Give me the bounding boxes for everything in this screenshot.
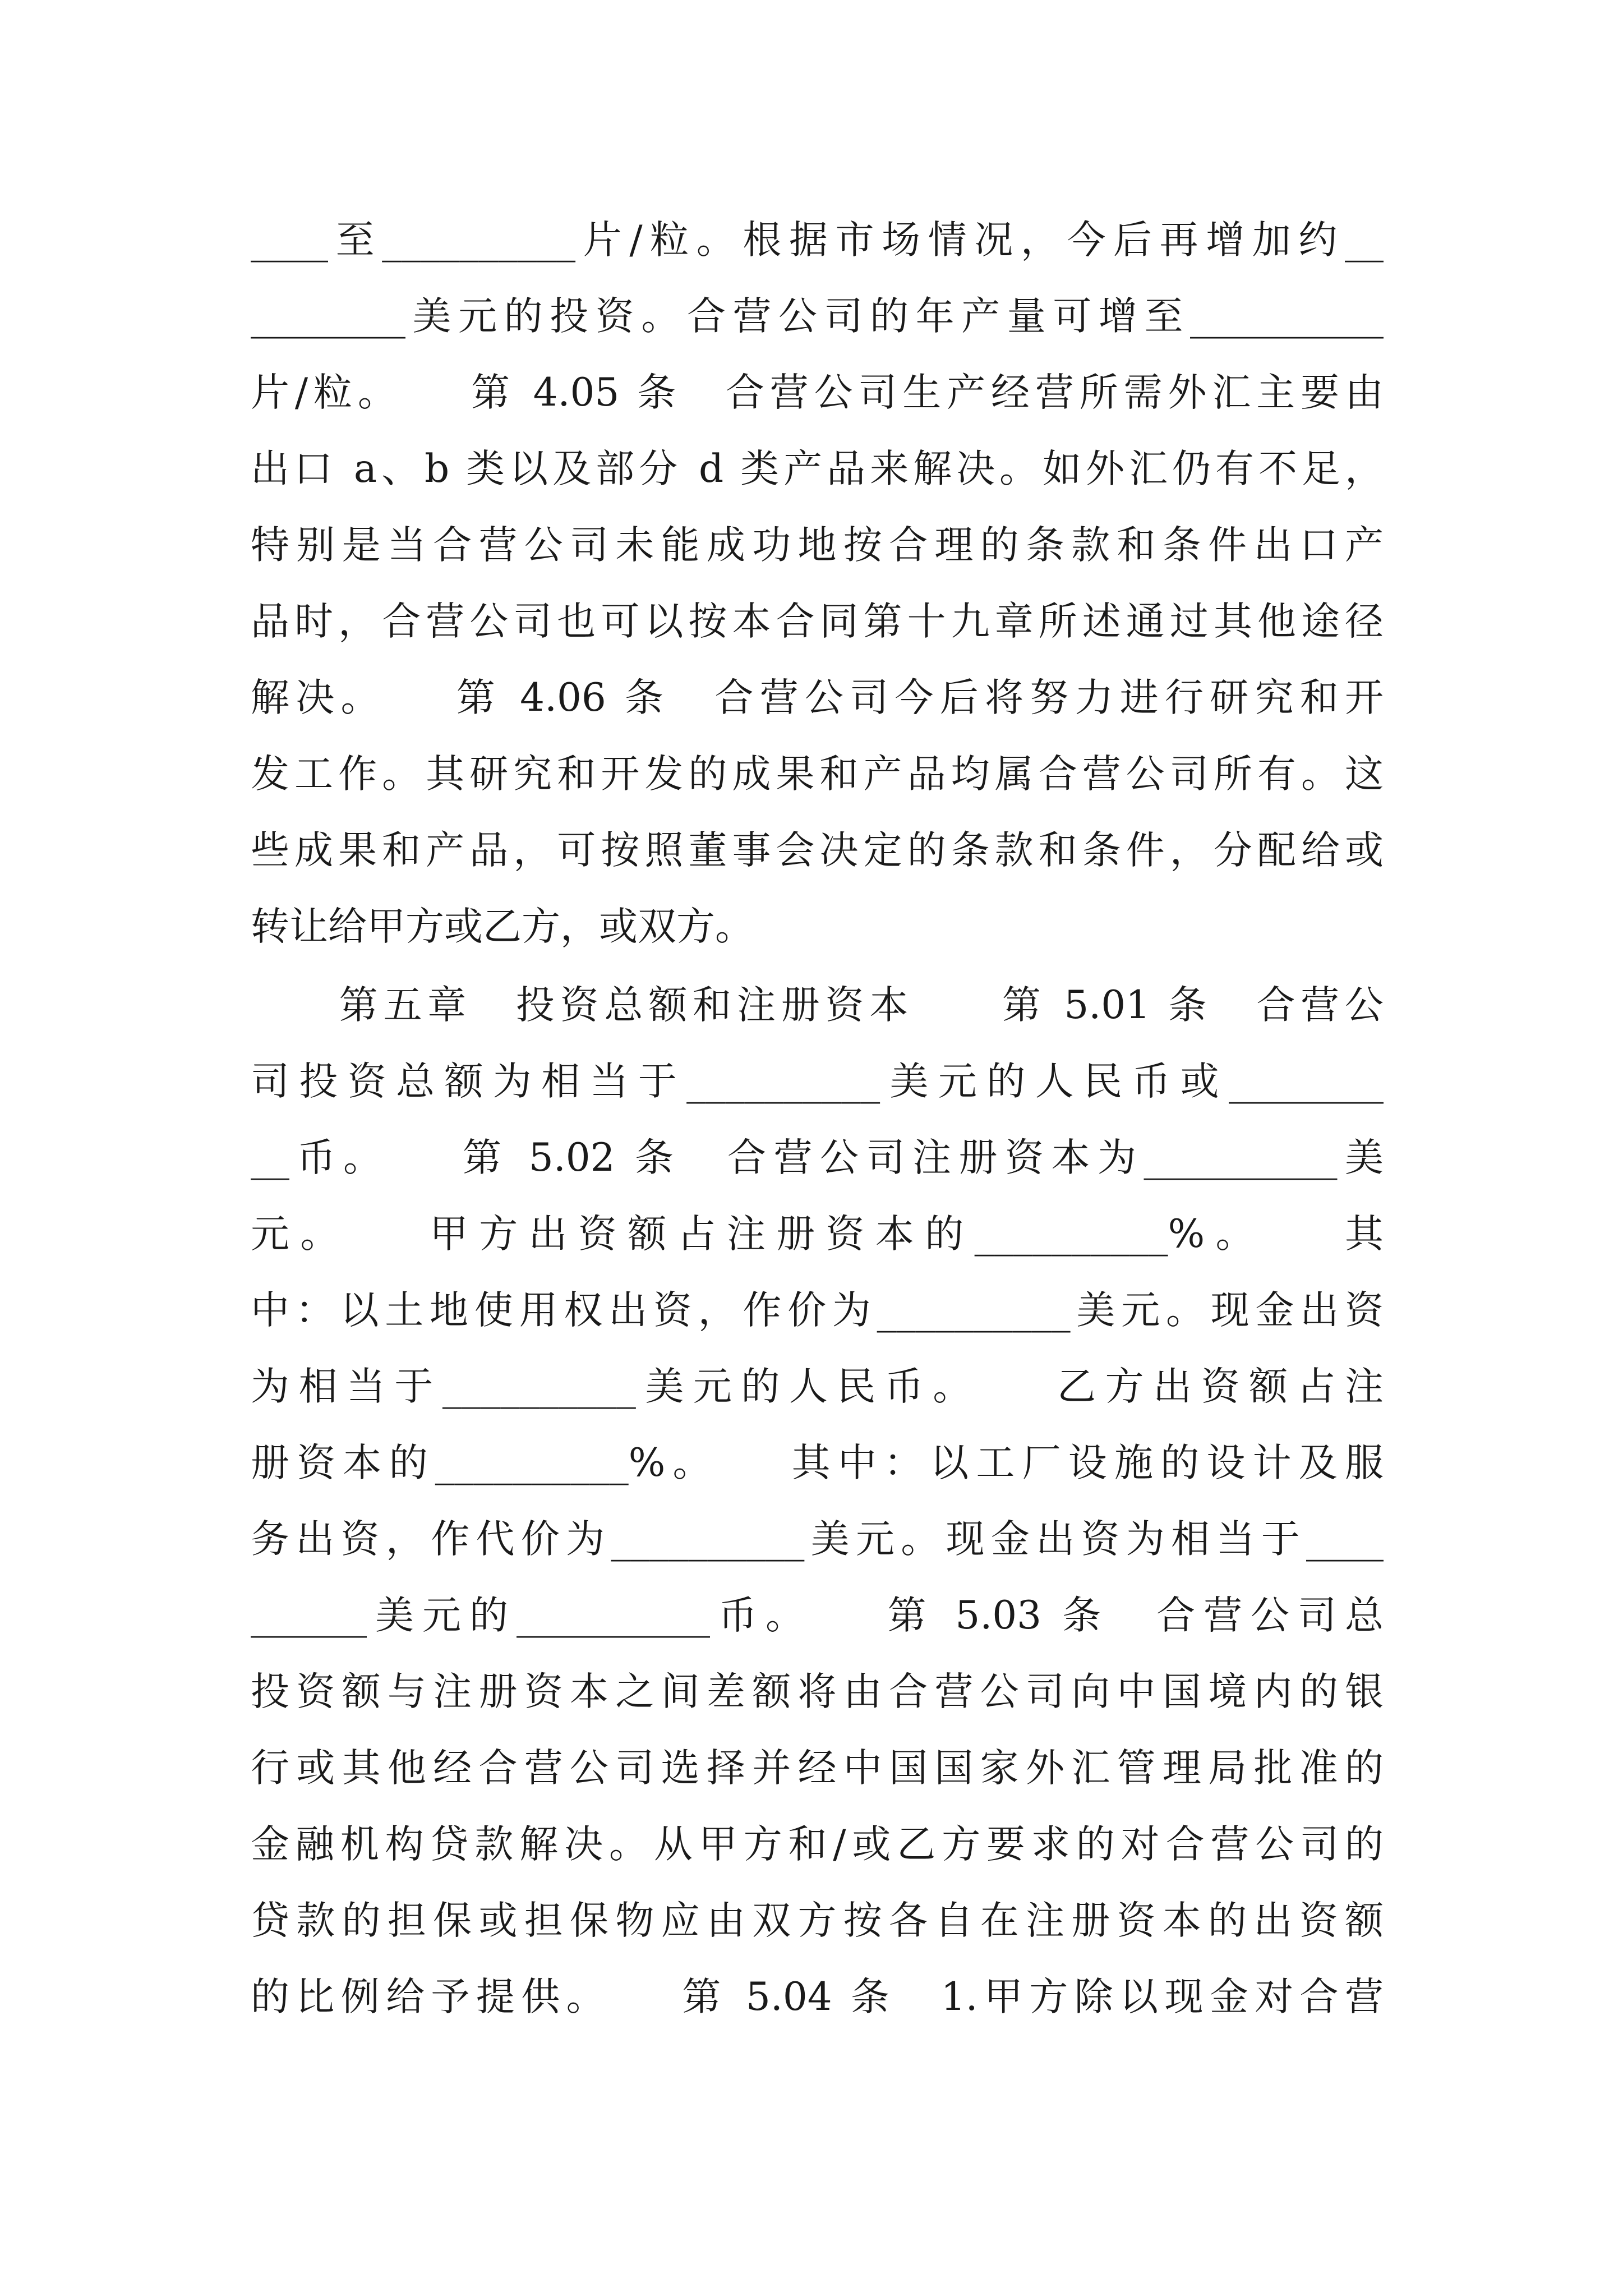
text-line: 册资本的__________%。 其中：以工厂设施的设计及服 <box>251 1441 1384 1485</box>
text-line: 片/粒。 第 4.05 条 合营公司生产经营所需外汇主要由 <box>251 370 1384 415</box>
chapter-heading-line: 第五章 投资总额和注册资本 第 5.01 条 合营公 <box>251 983 1384 1028</box>
text-line: 解决。 第 4.06 条 合营公司今后将努力进行研究和开 <box>251 675 1384 720</box>
text-line: 发工作。其研究和开发的成果和产品均属合营公司所有。这 <box>251 752 1384 797</box>
text-line: ______美元的__________币。 第 5.03 条 合营公司总 <box>251 1593 1384 1638</box>
text-line: 特别是当合营公司未能成功地按合理的条款和条件出口产 <box>251 523 1384 568</box>
text-line: 贷款的担保或担保物应由双方按各自在注册资本的出资额 <box>251 1898 1384 1943</box>
text-line: 的比例给予提供。 第 5.04 条 1.甲方除以现金对合营 <box>251 1975 1384 2019</box>
text-line: 转让给甲方或乙方，或双方。 <box>251 904 754 949</box>
text-line: ____至__________片/粒。根据市场情况，今后再增加约__ <box>251 218 1384 263</box>
text-line: ________美元的投资。合营公司的年产量可增至__________ <box>251 294 1384 339</box>
text-line: 品时，合营公司也可以按本合同第十九章所述通过其他途径 <box>251 599 1384 644</box>
text-line: 些成果和产品，可按照董事会决定的条款和条件，分配给或 <box>251 828 1384 873</box>
text-line: 司投资总额为相当于__________美元的人民币或________ <box>251 1059 1384 1104</box>
text-line: 务出资，作代价为__________美元。现金出资为相当于____ <box>251 1517 1384 1562</box>
text-line: 投资额与注册资本之间差额将由合营公司向中国境内的银 <box>251 1669 1384 1714</box>
contract-text-body <box>251 202 1384 2035</box>
text-line: 出口 a、b 类以及部分 d 类产品来解决。如外汇仍有不足， <box>251 447 1384 491</box>
text-line: 金融机构贷款解决。从甲方和/或乙方要求的对合营公司的 <box>251 1822 1384 1867</box>
text-line: 行或其他经合营公司选择并经中国国家外汇管理局批准的 <box>251 1746 1384 1791</box>
text-line: 为相当于__________美元的人民币。 乙方出资额占注 <box>251 1364 1384 1409</box>
text-line: __币。 第 5.02 条 合营公司注册资本为__________美 <box>251 1135 1384 1180</box>
text-line: 中：以土地使用权出资，作价为__________美元。现金出资 <box>251 1288 1384 1333</box>
text-line: 元。 甲方出资额占注册资本的__________%。 其 <box>251 1212 1384 1257</box>
